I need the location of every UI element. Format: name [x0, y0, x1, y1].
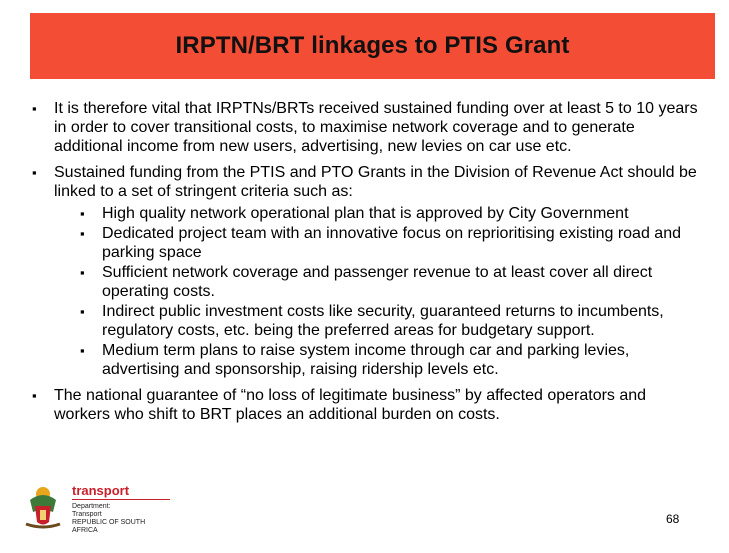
sub-bullet-item: ▪ High quality network operational plan that is approved by City Government [78, 204, 700, 223]
sub-bullet-item: ▪ Medium term plans to raise system income through car and parking levies, advertising and sponsorship, raising ridership levels etc. [78, 341, 700, 379]
sub-bullet-item: ▪ Dedicated project team with an innovative focus on reprioritising existing road and parking space [78, 224, 700, 262]
logo-country: REPUBLIC OF SOUTH AFRICA [72, 519, 146, 534]
slide-title: IRPTN/BRT linkages to PTIS Grant [175, 32, 570, 59]
page-number: 68 [666, 512, 680, 526]
bullet-item [30, 163, 700, 379]
sub-bullet-item: ▪ Sufficient network coverage and passenger revenue to at least cover all direct operating costs. [78, 263, 700, 301]
title-bar [30, 13, 715, 79]
bullet-item: ▪ The national guarantee of “no loss of legitimate business” by affected operators and workers who shift to BRT places an additional burden on costs. [30, 386, 700, 424]
coat-of-arms-icon [20, 484, 66, 530]
bullet-item: ▪ It is therefore vital that IRPTNs/BRTs received sustained funding over at least 5 to 10 years in order to cover transitional costs, to maximise network coverage and to generate additional income from new users, advertising, new levies on car use etc. [30, 99, 700, 156]
sub-bullet-item: ▪ Indirect public investment costs like security, guaranteed returns to incumbents, regulatory costs, etc. being the preferred areas for budgetary support. [78, 302, 700, 340]
logo-department-name: Transport [72, 511, 102, 518]
logo-divider [72, 499, 170, 500]
logo-brand: transport [72, 483, 130, 498]
department-logo [20, 483, 170, 534]
logo-department-label: Department: [72, 503, 111, 510]
bullet-text: Sustained funding from the PTIS and PTO Grants in the Division of Revenue Act should be linked to a set of stringent criteria such as: [54, 164, 697, 200]
slide-content [30, 99, 700, 431]
logo-text [72, 484, 170, 535]
sub-bullet-list [54, 204, 700, 379]
